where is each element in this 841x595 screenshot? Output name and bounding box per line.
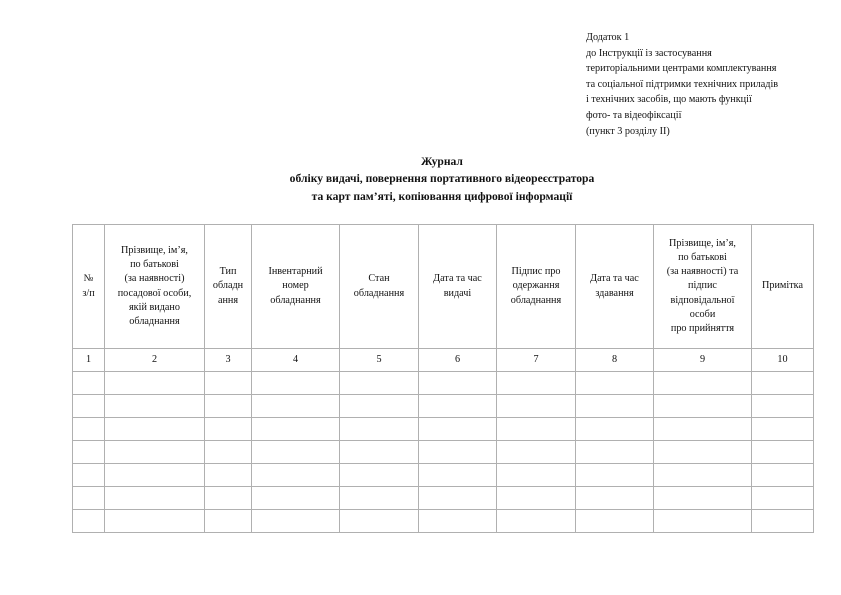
table-cell[interactable] xyxy=(654,441,752,464)
journal-title xyxy=(0,153,841,205)
table-cell[interactable] xyxy=(340,464,419,487)
table-cell[interactable] xyxy=(654,395,752,418)
table-cell[interactable] xyxy=(752,418,814,441)
table-cell[interactable] xyxy=(419,441,497,464)
table-cell[interactable] xyxy=(105,372,205,395)
column-header-text: ання xyxy=(217,294,239,306)
table-cell[interactable] xyxy=(497,372,576,395)
table-body xyxy=(73,372,814,533)
table-cell[interactable] xyxy=(497,441,576,464)
table-cell[interactable] xyxy=(752,372,814,395)
column-header-9 xyxy=(654,225,752,349)
table-cell[interactable] xyxy=(576,487,654,510)
table-cell[interactable] xyxy=(73,464,105,487)
journal-table xyxy=(72,224,814,533)
column-header-text: посадової особи, xyxy=(117,287,192,299)
column-number-cell: 9 xyxy=(654,349,752,372)
column-header-text: одержання xyxy=(512,280,560,292)
table-cell[interactable] xyxy=(576,372,654,395)
column-header-text: Дата та час xyxy=(433,273,482,285)
table-cell[interactable] xyxy=(576,464,654,487)
table-row xyxy=(73,464,814,487)
table-cell[interactable] xyxy=(340,441,419,464)
table-cell[interactable] xyxy=(340,487,419,510)
table-cell[interactable] xyxy=(105,395,205,418)
table-cell[interactable] xyxy=(205,510,252,533)
table-cell[interactable] xyxy=(497,464,576,487)
table-row xyxy=(73,372,814,395)
table-cell[interactable] xyxy=(205,441,252,464)
column-header-3 xyxy=(205,225,252,349)
table-row xyxy=(73,418,814,441)
table-cell[interactable] xyxy=(252,464,340,487)
column-header-text: особи xyxy=(689,308,716,320)
column-header-text: відповідальної xyxy=(670,294,735,306)
table-cell[interactable] xyxy=(105,510,205,533)
column-header-text: Прізвище, ім’я, xyxy=(669,237,736,249)
column-header-text: обладнання xyxy=(353,287,405,299)
column-number-cell: 3 xyxy=(205,349,252,372)
table-cell[interactable] xyxy=(654,464,752,487)
table-cell[interactable] xyxy=(105,441,205,464)
column-number-cell: 4 xyxy=(252,349,340,372)
table-cell[interactable] xyxy=(340,395,419,418)
table-cell[interactable] xyxy=(654,418,752,441)
table-cell[interactable] xyxy=(105,487,205,510)
column-header-text: обладнання xyxy=(129,315,180,327)
column-header-text: Підпис про xyxy=(511,266,561,278)
appendix-line: територіальними центрами комплектування xyxy=(586,63,777,75)
column-header-7 xyxy=(497,225,576,349)
appendix-line: та соціальної підтримки технічних приладів xyxy=(586,78,779,90)
table-cell[interactable] xyxy=(576,510,654,533)
table-cell[interactable] xyxy=(340,372,419,395)
column-number-cell: 8 xyxy=(576,349,654,372)
table-cell[interactable] xyxy=(205,464,252,487)
appendix-line: і технічних засобів, що мають функції xyxy=(586,94,752,106)
column-header-text: № xyxy=(83,273,94,285)
column-header-text: підпис xyxy=(688,280,717,292)
column-header-text: обладнання xyxy=(270,294,321,306)
table-cell[interactable] xyxy=(73,510,105,533)
column-header-text: обладн xyxy=(212,280,244,292)
table-row xyxy=(73,487,814,510)
column-header-8 xyxy=(576,225,654,349)
column-number-row xyxy=(73,349,814,372)
table-cell[interactable] xyxy=(752,395,814,418)
column-header-text: видачі xyxy=(443,287,472,299)
table-cell[interactable] xyxy=(576,441,654,464)
table-row xyxy=(73,395,814,418)
table-cell[interactable] xyxy=(419,395,497,418)
table-row xyxy=(73,441,814,464)
column-header-text: Примітка xyxy=(762,280,803,292)
column-header-5 xyxy=(340,225,419,349)
title-line: та карт пам’яті, копіювання цифрової інформації xyxy=(311,189,573,203)
table-cell[interactable] xyxy=(497,395,576,418)
table-cell[interactable] xyxy=(252,510,340,533)
table-cell[interactable] xyxy=(205,395,252,418)
title-line: обліку видачі, повернення портативного відеореєстратора xyxy=(289,172,595,186)
table-cell[interactable] xyxy=(73,395,105,418)
table-cell[interactable] xyxy=(497,510,576,533)
table-cell[interactable] xyxy=(419,464,497,487)
table-cell[interactable] xyxy=(252,372,340,395)
column-header-text: Тип xyxy=(219,266,237,278)
column-header-6 xyxy=(419,225,497,349)
table-cell[interactable] xyxy=(73,441,105,464)
column-header-text: (за наявності) та xyxy=(666,266,739,278)
column-number-cell: 1 xyxy=(73,349,105,372)
title-line: Журнал xyxy=(421,155,463,168)
appendix-line: (пункт 3 розділу ІІ) xyxy=(586,125,670,137)
table-cell[interactable] xyxy=(654,487,752,510)
table-cell[interactable] xyxy=(497,418,576,441)
column-header-text: (за наявності) xyxy=(124,273,185,285)
column-header-text: Прізвище, ім’я, xyxy=(121,244,188,256)
table-cell[interactable] xyxy=(73,487,105,510)
table-cell[interactable] xyxy=(752,441,814,464)
table-cell[interactable] xyxy=(105,418,205,441)
table-cell[interactable] xyxy=(340,510,419,533)
column-header-text: Стан xyxy=(368,273,390,285)
column-header-text: якій видано xyxy=(129,301,180,313)
column-header-4 xyxy=(252,225,340,349)
table-cell[interactable] xyxy=(752,487,814,510)
table-cell[interactable] xyxy=(419,510,497,533)
table-cell[interactable] xyxy=(419,372,497,395)
column-number-cell: 2 xyxy=(105,349,205,372)
column-header-text: з/п xyxy=(82,287,95,299)
appendix-note xyxy=(586,30,836,139)
column-header-text: про прийняття xyxy=(670,323,735,334)
table-cell[interactable] xyxy=(73,418,105,441)
appendix-line: Додаток 1 xyxy=(586,32,630,43)
column-header-text: по батькові xyxy=(678,251,727,263)
table-cell[interactable] xyxy=(340,418,419,441)
column-header-1 xyxy=(73,225,105,349)
column-header-text: здавання xyxy=(595,287,634,299)
appendix-line: до Інструкції із застосування xyxy=(586,47,712,59)
table-cell[interactable] xyxy=(73,372,105,395)
table-row xyxy=(73,510,814,533)
table-cell[interactable] xyxy=(419,487,497,510)
table-cell[interactable] xyxy=(752,510,814,533)
column-header-text: по батькові xyxy=(130,259,179,271)
table-cell[interactable] xyxy=(252,487,340,510)
table-cell[interactable] xyxy=(654,510,752,533)
column-number-cell: 5 xyxy=(340,349,419,372)
column-header-2 xyxy=(105,225,205,349)
table-header-row xyxy=(73,225,814,349)
table-cell[interactable] xyxy=(252,418,340,441)
table-cell[interactable] xyxy=(205,487,252,510)
table-cell[interactable] xyxy=(752,464,814,487)
table-cell[interactable] xyxy=(252,441,340,464)
appendix-line: фото- та відеофіксації xyxy=(586,109,682,121)
column-number-cell: 6 xyxy=(419,349,497,372)
table-cell[interactable] xyxy=(105,464,205,487)
column-header-text: обладнання xyxy=(510,294,562,306)
column-number-cell: 7 xyxy=(497,349,576,372)
column-number-cell: 10 xyxy=(752,349,814,372)
table-cell[interactable] xyxy=(419,418,497,441)
column-header-text: Інвентарний xyxy=(268,266,323,278)
table-cell[interactable] xyxy=(205,372,252,395)
table-cell[interactable] xyxy=(205,418,252,441)
column-header-10 xyxy=(752,225,814,349)
column-header-text: Дата та час xyxy=(590,273,639,285)
table-cell[interactable] xyxy=(252,395,340,418)
table-cell[interactable] xyxy=(576,395,654,418)
table-cell[interactable] xyxy=(576,418,654,441)
table-cell[interactable] xyxy=(654,372,752,395)
table-cell[interactable] xyxy=(497,487,576,510)
column-header-text: номер xyxy=(282,280,309,292)
